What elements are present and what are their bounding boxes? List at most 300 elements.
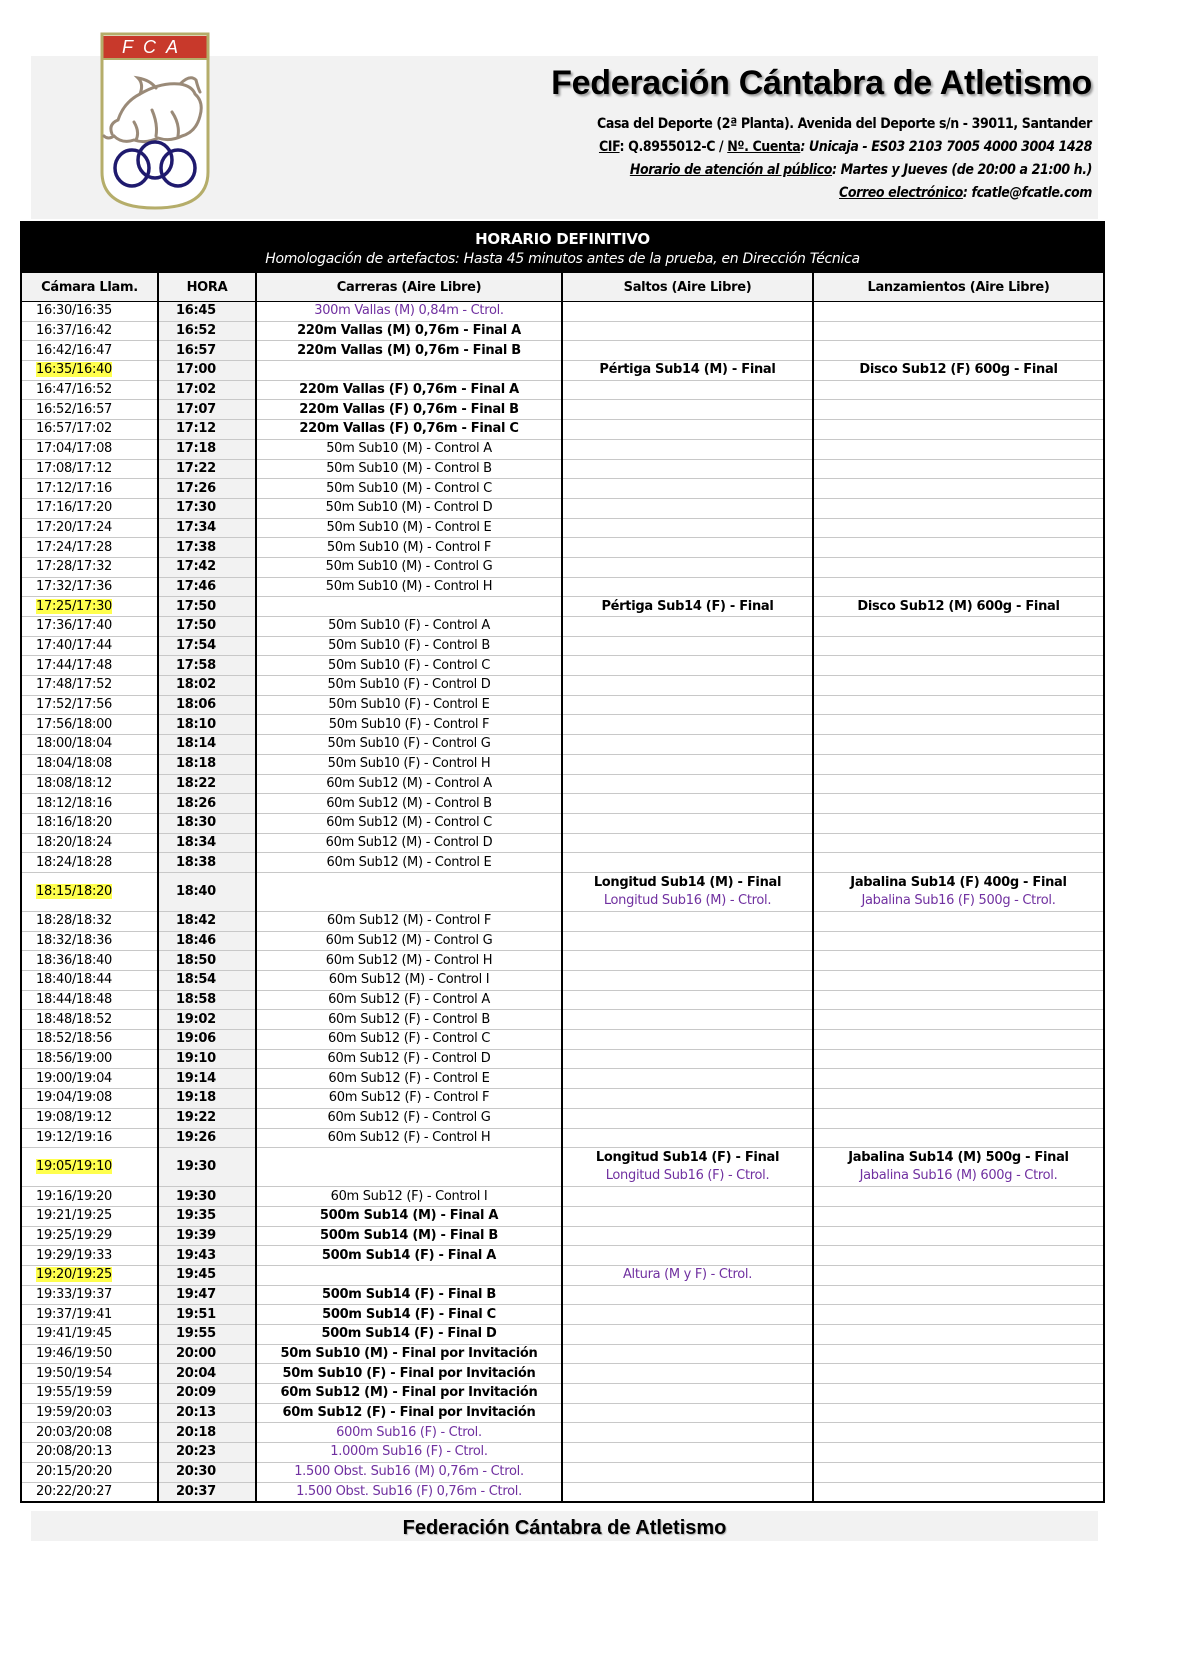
call-room-time xyxy=(22,1285,158,1305)
account-label: Nº. Cuenta xyxy=(727,139,801,155)
race-event-cell xyxy=(256,1010,562,1030)
schedule-row xyxy=(22,1364,1103,1384)
email-line xyxy=(839,185,1092,201)
race-event-cell xyxy=(256,931,562,951)
call-room-time xyxy=(22,1108,158,1128)
jump-event-cell xyxy=(562,735,813,755)
call-room-time xyxy=(22,518,158,538)
event-time: 20:37 xyxy=(158,1482,256,1501)
jump-event-cell xyxy=(562,1423,813,1443)
throw-event-cell xyxy=(813,361,1103,381)
schedule-row xyxy=(22,676,1103,696)
call-room-time-text: 17:16/17:20 xyxy=(36,500,113,516)
race-event-cell xyxy=(256,380,562,400)
throw-event-cell xyxy=(813,1325,1103,1345)
schedule-row xyxy=(22,380,1103,400)
jump-event-cell xyxy=(562,951,813,971)
col-header-lanzamientos: Lanzamientos (Aire Libre) xyxy=(813,273,1103,302)
race-event-cell xyxy=(256,872,562,911)
event-time: 20:30 xyxy=(158,1462,256,1482)
race-event: 1.500 Obst. Sub16 (M) 0,76m - Ctrol. xyxy=(294,1464,524,1480)
fca-logo xyxy=(100,32,210,210)
call-room-time-text: 16:47/16:52 xyxy=(36,382,113,398)
race-event: 60m Sub12 (M) - Control B xyxy=(326,795,492,811)
jump-event-cell xyxy=(562,971,813,991)
call-room-time-text: 18:08/18:12 xyxy=(36,775,113,791)
race-event: 60m Sub12 (M) - Control D xyxy=(325,834,493,850)
race-event: 60m Sub12 (F) - Control D xyxy=(327,1051,491,1067)
call-room-time xyxy=(22,1206,158,1226)
event-time: 20:23 xyxy=(158,1443,256,1463)
race-event-cell xyxy=(256,538,562,558)
jump-event-cell xyxy=(562,420,813,440)
jump-event-cell xyxy=(562,459,813,479)
call-room-time-text: 17:56/18:00 xyxy=(36,716,113,732)
jump-event-cell xyxy=(562,853,813,873)
throw-event-cell xyxy=(813,951,1103,971)
schedule-row xyxy=(22,1482,1103,1501)
event-time: 16:57 xyxy=(158,341,256,361)
jump-event-cell xyxy=(562,1069,813,1089)
race-event: 300m Vallas (M) 0,84m - Ctrol. xyxy=(314,303,504,319)
jump-event-cell xyxy=(562,715,813,735)
race-event-cell xyxy=(256,459,562,479)
jump-event-cell xyxy=(562,1285,813,1305)
event-time: 18:50 xyxy=(158,951,256,971)
col-header-hora: HORA xyxy=(158,273,256,302)
race-event: 60m Sub12 (F) - Control G xyxy=(327,1110,491,1126)
call-room-time xyxy=(22,420,158,440)
call-room-time-text: 20:03/20:08 xyxy=(36,1424,113,1440)
schedule-row xyxy=(22,1010,1103,1030)
event-time: 18:22 xyxy=(158,774,256,794)
call-room-time-text: 19:50/19:54 xyxy=(36,1365,113,1381)
race-event: 60m Sub12 (M) - Control G xyxy=(325,932,493,948)
race-event-cell xyxy=(256,636,562,656)
race-event-cell xyxy=(256,420,562,440)
throw-event-cell xyxy=(813,1482,1103,1501)
event-time: 20:13 xyxy=(158,1403,256,1423)
race-event: 60m Sub12 (M) - Control F xyxy=(326,913,492,929)
event-time: 19:02 xyxy=(158,1010,256,1030)
race-event-cell xyxy=(256,302,562,322)
jump-event-cell xyxy=(562,990,813,1010)
call-room-time xyxy=(22,774,158,794)
throw-event-cell xyxy=(813,656,1103,676)
call-room-time xyxy=(22,459,158,479)
schedule-row xyxy=(22,1403,1103,1423)
race-event-cell xyxy=(256,341,562,361)
org-title: Federación Cántabra de Atletismo xyxy=(551,64,1092,102)
race-event: 50m Sub10 (F) - Control F xyxy=(328,716,490,732)
call-room-time-highlighted: 19:20/19:25 xyxy=(36,1267,113,1283)
schedule-row xyxy=(22,1030,1103,1050)
event-time: 19:35 xyxy=(158,1206,256,1226)
throw-event-cell xyxy=(813,1285,1103,1305)
jump-event-cell xyxy=(562,774,813,794)
race-event: 60m Sub12 (M) - Control C xyxy=(326,815,492,831)
event-time: 18:14 xyxy=(158,735,256,755)
call-room-time xyxy=(22,695,158,715)
schedule-title: HORARIO DEFINITIVO xyxy=(475,230,650,248)
race-event-cell xyxy=(256,990,562,1010)
jump-event-cell xyxy=(562,1089,813,1109)
event-time: 18:58 xyxy=(158,990,256,1010)
event-time: 19:45 xyxy=(158,1265,256,1285)
event-time: 18:30 xyxy=(158,813,256,833)
call-room-time xyxy=(22,1482,158,1501)
event-time: 16:45 xyxy=(158,302,256,322)
throw-event-cell xyxy=(813,872,1103,911)
race-event-cell xyxy=(256,617,562,637)
event-time: 17:30 xyxy=(158,498,256,518)
race-event-cell xyxy=(256,676,562,696)
jump-event-cell xyxy=(562,1030,813,1050)
race-event-cell xyxy=(256,361,562,381)
call-room-time xyxy=(22,1148,158,1187)
call-room-time-text: 18:56/19:00 xyxy=(36,1051,113,1067)
race-event-cell xyxy=(256,1206,562,1226)
event-time: 19:14 xyxy=(158,1069,256,1089)
call-room-time-text: 19:41/19:45 xyxy=(36,1326,113,1342)
race-event: 50m Sub10 (M) - Control G xyxy=(325,559,493,575)
race-event-cell xyxy=(256,853,562,873)
race-event-cell xyxy=(256,1305,562,1325)
race-event-cell xyxy=(256,813,562,833)
race-event: 50m Sub10 (F) - Control G xyxy=(327,736,491,752)
race-event: 500m Sub14 (F) - Final C xyxy=(322,1306,496,1322)
race-event-cell xyxy=(256,1108,562,1128)
jump-event-cell xyxy=(562,1246,813,1266)
throw-event: Jabalina Sub14 (F) 400g - Final xyxy=(850,874,1067,890)
call-room-time xyxy=(22,911,158,931)
call-room-time-highlighted: 18:15/18:20 xyxy=(36,883,113,899)
jump-event: Longitud Sub14 (M) - Final xyxy=(593,874,782,890)
event-time: 19:55 xyxy=(158,1325,256,1345)
race-event: 60m Sub12 (F) - Control E xyxy=(328,1070,490,1086)
race-event-cell xyxy=(256,1325,562,1345)
event-time: 17:02 xyxy=(158,380,256,400)
logo-text: FCA xyxy=(122,37,188,57)
call-room-time-highlighted: 17:25/17:30 xyxy=(36,598,113,614)
throw-event-cell xyxy=(813,735,1103,755)
throw-event-cell xyxy=(813,321,1103,341)
event-time: 18:10 xyxy=(158,715,256,735)
call-room-time-highlighted: 19:05/19:10 xyxy=(36,1159,113,1175)
call-room-time-text: 19:59/20:03 xyxy=(36,1405,113,1421)
event-time: 17:22 xyxy=(158,459,256,479)
jump-event: Pértiga Sub14 (F) - Final xyxy=(601,598,774,614)
race-event: 60m Sub12 (M) - Control H xyxy=(325,952,493,968)
schedule-row xyxy=(22,439,1103,459)
call-room-time-text: 18:00/18:04 xyxy=(36,736,113,752)
call-room-time-text: 18:24/18:28 xyxy=(36,854,113,870)
schedule-row xyxy=(22,1226,1103,1246)
event-time: 17:46 xyxy=(158,577,256,597)
race-event: 60m Sub12 (F) - Final por Invitación xyxy=(282,1405,536,1421)
race-event: 220m Vallas (F) 0,76m - Final A xyxy=(299,382,519,398)
call-room-time-text: 17:20/17:24 xyxy=(36,519,113,535)
race-event: 500m Sub14 (F) - Final D xyxy=(321,1326,497,1342)
schedule-row xyxy=(22,1187,1103,1207)
call-room-time xyxy=(22,1443,158,1463)
call-room-time-text: 16:37/16:42 xyxy=(36,323,113,339)
call-room-time xyxy=(22,617,158,637)
race-event-cell xyxy=(256,439,562,459)
throw-event-cell xyxy=(813,833,1103,853)
schedule-row xyxy=(22,911,1103,931)
jump-event-cell xyxy=(562,498,813,518)
call-room-time-text: 17:08/17:12 xyxy=(36,460,113,476)
call-room-time xyxy=(22,990,158,1010)
call-room-time xyxy=(22,715,158,735)
throw-event-cell xyxy=(813,1344,1103,1364)
throw-event-cell xyxy=(813,774,1103,794)
event-time: 17:50 xyxy=(158,597,256,617)
schedule-row xyxy=(22,1206,1103,1226)
throw-event-cell xyxy=(813,1069,1103,1089)
jump-event-cell xyxy=(562,1010,813,1030)
schedule-row xyxy=(22,774,1103,794)
event-time: 17:18 xyxy=(158,439,256,459)
call-room-time xyxy=(22,1246,158,1266)
jump-event-cell xyxy=(562,911,813,931)
jump-event-cell xyxy=(562,577,813,597)
race-event-cell xyxy=(256,1344,562,1364)
event-time: 20:09 xyxy=(158,1384,256,1404)
call-room-time xyxy=(22,400,158,420)
jump-event-cell xyxy=(562,794,813,814)
call-room-time-text: 19:08/19:12 xyxy=(36,1110,113,1126)
jump-event-cell xyxy=(562,439,813,459)
throw-event-cell xyxy=(813,459,1103,479)
call-room-time-text: 18:44/18:48 xyxy=(36,992,113,1008)
schedule-row xyxy=(22,1325,1103,1345)
throw-event-cell xyxy=(813,1108,1103,1128)
event-time: 19:39 xyxy=(158,1226,256,1246)
throw-event-cell xyxy=(813,636,1103,656)
schedule-row xyxy=(22,990,1103,1010)
jump-event-cell xyxy=(562,380,813,400)
event-time: 17:26 xyxy=(158,479,256,499)
schedule-row xyxy=(22,951,1103,971)
schedule-row xyxy=(22,538,1103,558)
race-event-cell xyxy=(256,1089,562,1109)
col-header-camara: Cámara Llam. xyxy=(22,273,158,302)
event-time: 17:00 xyxy=(158,361,256,381)
schedule-row xyxy=(22,1443,1103,1463)
jump-event-cell xyxy=(562,1128,813,1148)
throw-event-cell xyxy=(813,853,1103,873)
jump-event-cell xyxy=(562,1403,813,1423)
race-event-cell xyxy=(256,735,562,755)
call-room-time xyxy=(22,1187,158,1207)
call-room-time-text: 20:22/20:27 xyxy=(36,1483,113,1499)
schedule-row xyxy=(22,656,1103,676)
race-event-cell xyxy=(256,754,562,774)
call-room-time-text: 18:40/18:44 xyxy=(36,972,113,988)
schedule-row xyxy=(22,695,1103,715)
schedule-row xyxy=(22,1069,1103,1089)
race-event: 500m Sub14 (M) - Final A xyxy=(319,1208,499,1224)
throw-event-cell xyxy=(813,1423,1103,1443)
call-room-time-text: 20:15/20:20 xyxy=(36,1464,113,1480)
call-room-time-text: 19:29/19:33 xyxy=(36,1247,113,1263)
throw-event: Disco Sub12 (F) 600g - Final xyxy=(859,362,1058,378)
call-room-time xyxy=(22,538,158,558)
schedule-row xyxy=(22,557,1103,577)
throw-event-cell xyxy=(813,1148,1103,1187)
call-room-time-text: 18:04/18:08 xyxy=(36,756,113,772)
jump-event-cell xyxy=(562,1325,813,1345)
call-room-time xyxy=(22,1344,158,1364)
jump-event-cell xyxy=(562,813,813,833)
throw-event-cell xyxy=(813,1443,1103,1463)
race-event-cell xyxy=(256,971,562,991)
throw-event-cell xyxy=(813,538,1103,558)
schedule-row xyxy=(22,479,1103,499)
race-event-cell xyxy=(256,479,562,499)
throw-event-cell xyxy=(813,695,1103,715)
call-room-time-highlighted: 16:35/16:40 xyxy=(36,362,113,378)
jump-event-cell xyxy=(562,754,813,774)
race-event: 1.000m Sub16 (F) - Ctrol. xyxy=(330,1444,488,1460)
schedule-table xyxy=(20,221,1105,1503)
throw-event-cell xyxy=(813,498,1103,518)
race-event: 50m Sub10 (F) - Control D xyxy=(327,677,491,693)
schedule-row xyxy=(22,1128,1103,1148)
call-room-time xyxy=(22,1226,158,1246)
event-time: 18:26 xyxy=(158,794,256,814)
race-event: 60m Sub12 (F) - Control A xyxy=(328,992,490,1008)
race-event: 50m Sub10 (F) - Control E xyxy=(328,697,490,713)
race-event: 60m Sub12 (M) - Control A xyxy=(326,775,492,791)
jump-event-cell xyxy=(562,1148,813,1187)
schedule-row xyxy=(22,754,1103,774)
event-time: 17:50 xyxy=(158,617,256,637)
jump-event: Longitud Sub16 (M) - Ctrol. xyxy=(603,892,772,908)
call-room-time-text: 17:52/17:56 xyxy=(36,697,113,713)
column-header-row xyxy=(22,273,1103,302)
call-room-time xyxy=(22,1030,158,1050)
call-room-time xyxy=(22,794,158,814)
race-event: 60m Sub12 (F) - Control F xyxy=(328,1090,490,1106)
jump-event-cell xyxy=(562,1384,813,1404)
call-room-time xyxy=(22,1305,158,1325)
race-event-cell xyxy=(256,1246,562,1266)
hours-label: Horario de atención al público xyxy=(629,162,833,178)
call-room-time xyxy=(22,971,158,991)
race-event-cell xyxy=(256,1049,562,1069)
event-time: 19:47 xyxy=(158,1285,256,1305)
call-room-time xyxy=(22,676,158,696)
call-room-time-text: 17:28/17:32 xyxy=(36,559,113,575)
address-line: Casa del Deporte (2ª Planta). Avenida del Deporte s/n - 39011, Santander xyxy=(597,116,1092,132)
race-event-cell xyxy=(256,1148,562,1187)
race-event: 60m Sub12 (F) - Control C xyxy=(327,1031,491,1047)
call-room-time xyxy=(22,833,158,853)
jump-event-cell xyxy=(562,361,813,381)
schedule-row xyxy=(22,1089,1103,1109)
schedule-row xyxy=(22,833,1103,853)
jump-event-cell xyxy=(562,321,813,341)
call-room-time xyxy=(22,498,158,518)
call-room-time-text: 18:36/18:40 xyxy=(36,952,113,968)
call-room-time-text: 17:32/17:36 xyxy=(36,578,113,594)
throw-event-cell xyxy=(813,1089,1103,1109)
race-event: 220m Vallas (F) 0,76m - Final C xyxy=(299,421,519,437)
event-time: 17:07 xyxy=(158,400,256,420)
throw-event-cell xyxy=(813,911,1103,931)
event-time: 20:04 xyxy=(158,1364,256,1384)
jump-event: Pértiga Sub14 (M) - Final xyxy=(599,362,776,378)
race-event-cell xyxy=(256,794,562,814)
schedule-row xyxy=(22,1285,1103,1305)
race-event: 500m Sub14 (F) - Final B xyxy=(321,1286,496,1302)
call-room-time-text: 19:37/19:41 xyxy=(36,1306,113,1322)
throw-event-cell xyxy=(813,302,1103,322)
schedule-row xyxy=(22,341,1103,361)
throw-event-cell xyxy=(813,1206,1103,1226)
event-time: 18:40 xyxy=(158,872,256,911)
event-time: 18:42 xyxy=(158,911,256,931)
event-time: 19:43 xyxy=(158,1246,256,1266)
race-event: 60m Sub12 (M) - Final por Invitación xyxy=(280,1385,538,1401)
event-time: 16:52 xyxy=(158,321,256,341)
race-event: 600m Sub16 (F) - Ctrol. xyxy=(336,1424,482,1440)
event-time: 17:38 xyxy=(158,538,256,558)
race-event-cell xyxy=(256,1187,562,1207)
call-room-time-text: 19:55/19:59 xyxy=(36,1385,113,1401)
schedule-heading xyxy=(22,223,1103,273)
schedule-row xyxy=(22,597,1103,617)
throw-event-cell xyxy=(813,557,1103,577)
call-room-time-text: 16:30/16:35 xyxy=(36,303,113,319)
call-room-time-text: 17:04/17:08 xyxy=(36,441,113,457)
throw-event-cell xyxy=(813,400,1103,420)
call-room-time xyxy=(22,1069,158,1089)
throw-event-cell xyxy=(813,715,1103,735)
schedule-row xyxy=(22,1246,1103,1266)
race-event-cell xyxy=(256,577,562,597)
throw-event-cell xyxy=(813,1246,1103,1266)
jump-event-cell xyxy=(562,833,813,853)
throw-event-cell xyxy=(813,479,1103,499)
race-event-cell xyxy=(256,518,562,538)
throw-event-cell xyxy=(813,676,1103,696)
call-room-time-text: 17:48/17:52 xyxy=(36,677,113,693)
schedule-row xyxy=(22,872,1103,911)
jump-event-cell xyxy=(562,872,813,911)
race-event-cell xyxy=(256,833,562,853)
jump-event-cell xyxy=(562,931,813,951)
call-room-time-text: 19:33/19:37 xyxy=(36,1286,113,1302)
race-event: 50m Sub10 (M) - Control E xyxy=(326,519,492,535)
call-room-time-text: 19:12/19:16 xyxy=(36,1129,113,1145)
jump-event-cell xyxy=(562,636,813,656)
jump-event-cell xyxy=(562,557,813,577)
race-event-cell xyxy=(256,498,562,518)
race-event-cell xyxy=(256,1462,562,1482)
race-event-cell xyxy=(256,1482,562,1501)
race-event-cell xyxy=(256,774,562,794)
schedule-row xyxy=(22,1265,1103,1285)
call-room-time-text: 18:48/18:52 xyxy=(36,1011,113,1027)
throw-event-cell xyxy=(813,971,1103,991)
schedule-row xyxy=(22,735,1103,755)
throw-event-cell xyxy=(813,1265,1103,1285)
schedule-row xyxy=(22,1049,1103,1069)
